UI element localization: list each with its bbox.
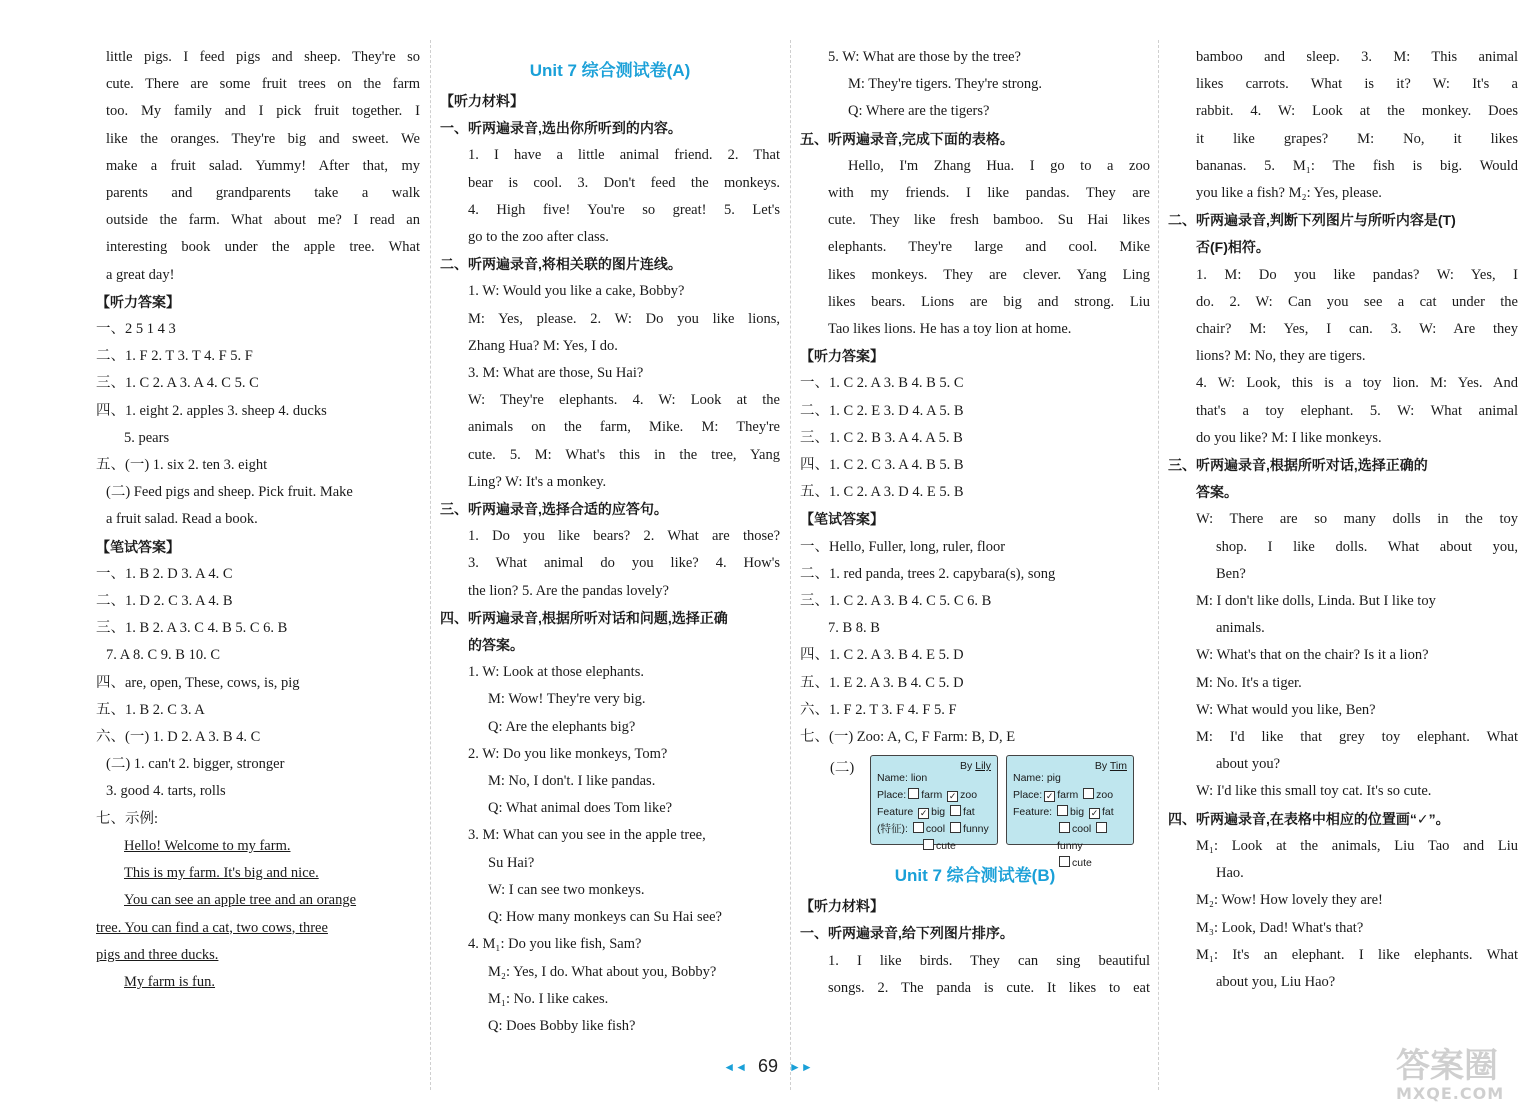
text-line: do. 2. W: Can you see a cat under the	[1196, 293, 1518, 310]
answer-line: 三、1. C 2. B 3. A 4. A 5. B	[800, 429, 963, 446]
checkbox	[950, 822, 961, 833]
option-cool: cool	[1072, 823, 1092, 836]
text-line: songs. 2. The panda is cute. It likes to eat	[828, 979, 1150, 996]
text-line: cute. They like fresh bamboo. Su Hai likes	[828, 212, 1150, 229]
question-heading: 二、听两遍录音,判断下列图片与所听内容是(T)	[1168, 212, 1456, 229]
text-line: Q: How many monkeys can Su Hai see?	[488, 909, 722, 926]
checkbox	[918, 808, 929, 819]
answer-line: 一、Hello, Fuller, long, ruler, floor	[800, 538, 1006, 555]
place-label: Place:	[877, 789, 907, 802]
text-line: elephants. They're large and cool. Mike	[828, 239, 1150, 256]
checkbox	[1059, 822, 1070, 833]
question-heading: 四、听两遍录音,在表格中相应的位置画“✓”。	[1168, 810, 1450, 827]
answer-card-tim	[1006, 755, 1134, 870]
text-line: 1. W: Would you like a cake, Bobby?	[468, 283, 685, 300]
answer-line: 7. A 8. C 9. B 10. C	[106, 647, 221, 664]
card-name: Name: lion	[877, 772, 928, 785]
text-line: Tao likes lions. He has a toy lion at home.	[828, 321, 1072, 338]
text-line: M: No. It's a tiger.	[1196, 674, 1302, 691]
feature-cn-label: (特征):	[877, 823, 908, 836]
answer-line: 3. good 4. tarts, rolls	[106, 783, 226, 800]
sample-line: My farm is fun.	[124, 973, 216, 990]
option-cute: cute	[936, 840, 956, 853]
page-footer	[0, 1056, 1536, 1077]
option-cool: cool	[925, 823, 946, 836]
question-heading: 的答案。	[468, 637, 524, 654]
question-heading: 五、听两遍录音,完成下面的表格。	[800, 130, 1014, 147]
text-line: animals.	[1216, 620, 1265, 637]
question-heading: 一、听两遍录音,选出你所听到的内容。	[440, 120, 682, 137]
answer-line: 一、1. B 2. D 3. A 4. C	[96, 565, 233, 582]
section-heading: 【听力材料】	[800, 898, 884, 915]
answer-line: 二、1. F 2. T 3. T 4. F 5. F	[96, 348, 253, 365]
text-line: M₁: No. I like cakes.	[488, 990, 609, 1007]
text-line: make a fruit salad. Yummy! After that, my	[106, 157, 420, 174]
column-1	[96, 44, 420, 996]
section-heading: 【笔试答案】	[96, 538, 180, 555]
text-line: W: What would you like, Ben?	[1196, 701, 1376, 718]
check-mark: ✓	[919, 808, 928, 819]
place-label: Place:	[1013, 789, 1043, 802]
checkbox	[1044, 791, 1055, 802]
text-line: Su Hai?	[488, 854, 535, 871]
text-line: 4. W: Look, this is a toy lion. M: Yes. And	[1196, 375, 1518, 392]
text-line: 3. M: What are those, Su Hai?	[468, 365, 644, 382]
text-line: W: There are so many dolls in the toy	[1196, 511, 1518, 528]
answer-line: 三、1. C 2. A 3. B 4. C 5. C 6. B	[800, 593, 992, 610]
section-heading: 【听力答案】	[96, 293, 180, 310]
question-heading: 三、听两遍录音,选择合适的应答句。	[440, 501, 668, 518]
question-heading: 一、听两遍录音,给下列图片排序。	[800, 925, 1014, 942]
answer-line: 一、2 5 1 4 3	[96, 321, 176, 338]
text-line: 1. I like birds. They can sing beautiful	[828, 952, 1150, 969]
text-line: 3. M: What can you see in the apple tree,	[468, 827, 706, 844]
prev-page-icon: ◄◄	[723, 1060, 747, 1075]
text-line: Zhang Hua? M: Yes, I do.	[468, 337, 618, 354]
text-line: Q: Are the elephants big?	[488, 718, 636, 735]
by-name: Tim	[1109, 760, 1127, 773]
text-line: do you like? M: I like monkeys.	[1196, 429, 1382, 446]
text-line: 5. W: What are those by the tree?	[828, 49, 1021, 65]
answer-line: 五、1. B 2. C 3. A	[96, 701, 205, 718]
answer-line: 5. pears	[124, 429, 170, 446]
option-farm: farm	[921, 789, 943, 802]
option-fat: fat	[963, 806, 975, 819]
option-funny: funny	[1057, 840, 1083, 853]
text-line: parents and grandparents take a walk	[106, 185, 420, 202]
text-line: W: What's that on the chair? Is it a lion?	[1196, 647, 1429, 664]
text-line: M: I don't like dolls, Linda. But I like toy	[1196, 593, 1436, 610]
sample-line: Hello! Welcome to my farm.	[124, 837, 291, 854]
feature-label: Feature:	[1013, 806, 1053, 819]
checkbox	[1089, 808, 1100, 819]
check-mark: ✓	[1090, 808, 1099, 819]
text-line: lions? M: No, they are tigers.	[1196, 348, 1366, 365]
question-heading: 答案。	[1196, 484, 1238, 501]
text-line: like the oranges. They're big and sweet. We	[106, 130, 420, 147]
answer-line: 六、(一) 1. D 2. A 3. B 4. C	[96, 729, 261, 746]
answer-line: 四、1. C 2. A 3. B 4. E 5. D	[800, 647, 964, 664]
option-farm: farm	[1057, 789, 1079, 802]
answer-line: 二、1. red panda, trees 2. capybara(s), song	[800, 565, 1056, 582]
text-line: W: I can see two monkeys.	[488, 881, 645, 898]
text-line: interesting book under the apple tree. What	[106, 239, 420, 256]
text-line: M: Yes, please. 2. W: Do you like lions,	[468, 310, 780, 327]
question-heading: 三、听两遍录音,根据所听对话,选择正确的	[1168, 457, 1428, 474]
sample-line: You can see an apple tree and an orange	[124, 892, 357, 909]
text-line: M: No, I don't. I like pandas.	[488, 773, 656, 790]
sample-line: tree. You can find a cat, two cows, three	[96, 919, 328, 936]
checkbox	[1083, 788, 1094, 799]
next-page-icon: ►►	[789, 1060, 813, 1075]
text-line: cute. 5. M: What's this in the tree, Yang	[468, 446, 780, 463]
text-line: Q: What animal does Tom like?	[488, 800, 673, 817]
text-line: bamboo and sleep. 3. M: This animal	[1196, 49, 1518, 65]
text-line: Hello, I'm Zhang Hua. I go to a zoo	[848, 157, 1150, 174]
text-line: 4. M₁: Do you like fish, Sam?	[468, 936, 642, 953]
text-line: a great day!	[106, 266, 175, 283]
option-funny: funny	[963, 823, 989, 836]
text-line: you like a fish? M₂: Yes, please.	[1196, 185, 1382, 202]
text-line: about you?	[1216, 756, 1281, 773]
text-line: likes carrots. What is it? W: It's a	[1196, 76, 1518, 93]
text-line: W: They're elephants. 4. W: Look at the	[468, 392, 780, 409]
answer-card-lily	[870, 755, 998, 853]
card-name: Name: pig	[1013, 772, 1061, 785]
checkbox	[1096, 822, 1107, 833]
answer-line: (二) Feed pigs and sheep. Pick fruit. Make	[106, 484, 353, 501]
text-line: animals on the farm, Mike. M: They're	[468, 419, 780, 436]
text-line: 1. I have a little animal friend. 2. That	[468, 147, 780, 164]
text-line: M: They're tigers. They're strong.	[848, 76, 1042, 93]
feature-label: Feature	[877, 806, 914, 819]
text-line: Ling? W: It's a monkey.	[468, 473, 607, 490]
text-line: bear is cool. 3. Don't feed the monkeys.	[468, 174, 780, 191]
option-fat: fat	[1101, 806, 1114, 819]
text-line: 3. What animal do you like? 4. How's	[468, 555, 780, 572]
watermark-logo	[1396, 1048, 1526, 1106]
text-line: too. My family and I pick fruit together. I	[106, 103, 420, 120]
text-line: M₂: Wow! How lovely they are!	[1196, 892, 1383, 909]
answer-line: 四、are, open, These, cows, is, pig	[96, 674, 300, 691]
answer-line: 六、1. F 2. T 3. F 4. F 5. F	[800, 701, 957, 718]
answer-cards	[870, 755, 1150, 870]
text-line: bananas. 5. M₁: The fish is big. Would	[1196, 157, 1518, 174]
text-line: M₂: Yes, I do. What about you, Bobby?	[488, 963, 717, 980]
text-line: M: Wow! They're very big.	[488, 691, 646, 708]
checkbox	[947, 791, 958, 802]
answer-line: 五、1. E 2. A 3. B 4. C 5. D	[800, 674, 964, 691]
watermark-text: 答案圈	[1396, 1046, 1498, 1086]
answer-line: 四、1. eight 2. apples 3. sheep 4. ducks	[96, 402, 327, 419]
question-heading: 二、听两遍录音,将相关联的图片连线。	[440, 256, 682, 273]
check-mark: ✓	[1045, 791, 1054, 802]
question-heading: 四、听两遍录音,根据所听对话和问题,选择正确	[440, 609, 728, 626]
option-cute: cute	[1072, 857, 1092, 870]
text-line: Q: Where are the tigers?	[848, 103, 990, 120]
text-line: 4. High five! You're so great! 5. Let's	[468, 201, 780, 218]
text-line: 1. W: Look at those elephants.	[468, 664, 644, 681]
option-zoo: zoo	[960, 789, 978, 802]
checkbox	[1057, 805, 1068, 816]
text-line: the lion? 5. Are the pandas lovely?	[468, 582, 669, 599]
section-heading: 【听力材料】	[440, 93, 524, 109]
answer-line: 三、1. B 2. A 3. C 4. B 5. C 6. B	[96, 620, 288, 637]
text-line: M: I'd like that grey toy elephant. What	[1196, 729, 1518, 746]
text-line: with my friends. I like pandas. They are	[828, 185, 1150, 202]
text-line: about you, Liu Hao?	[1216, 973, 1336, 990]
answer-line: 三、1. C 2. A 3. A 4. C 5. C	[96, 375, 259, 392]
text-line: likes monkeys. They are clever. Yang Ling	[828, 266, 1150, 283]
sample-line: This is my farm. It's big and nice.	[124, 865, 319, 882]
checkbox	[908, 788, 919, 799]
text-line: little pigs. I feed pigs and sheep. They're so	[106, 49, 420, 65]
text-line: likes bears. Lions are big and strong. Liu	[828, 293, 1150, 310]
text-line: that's a toy elephant. 5. W: What animal	[1196, 402, 1518, 419]
text-line: cute. There are some fruit trees on the farm	[106, 76, 420, 93]
checkbox	[950, 805, 961, 816]
column-divider	[1158, 40, 1159, 1090]
text-line: M₃: Look, Dad! What's that?	[1196, 919, 1364, 936]
section-heading: 【听力答案】	[800, 348, 884, 365]
text-line: 2. W: Do you like monkeys, Tom?	[468, 745, 668, 762]
answer-line: 二、1. C 2. E 3. D 4. A 5. B	[800, 402, 964, 419]
text-line: 1. Do you like bears? 2. What are those?	[468, 528, 780, 545]
text-line: Q: Does Bobby like fish?	[488, 1017, 636, 1034]
section-heading: 【笔试答案】	[800, 511, 884, 528]
checkbox	[1059, 856, 1070, 867]
answer-line: 五、(一) 1. six 2. ten 3. eight	[96, 457, 268, 474]
option-big: big	[1070, 806, 1085, 819]
by-label: By	[960, 760, 973, 773]
text-line: W: I'd like this small toy cat. It's so cute.	[1196, 783, 1432, 800]
text-line: M₁: It's an elephant. I like elephants. What	[1196, 946, 1518, 963]
answer-line: 7. B 8. B	[828, 620, 880, 637]
column-4	[1168, 44, 1518, 996]
text-line: chair? M: Yes, I can. 3. W: Are they	[1196, 321, 1518, 338]
answer-line: 七、(一) Zoo: A, C, F Farm: B, D, E	[800, 729, 1016, 746]
answer-line: 七、示例:	[96, 810, 159, 827]
sub-label: (二)	[830, 760, 855, 777]
column-3	[800, 44, 1150, 1002]
watermark-url: MXQE.COM	[1396, 1084, 1505, 1103]
text-line: outside the farm. What about me? I read an	[106, 212, 420, 229]
text-line: go to the zoo after class.	[468, 229, 609, 246]
by-name: Lily	[975, 760, 991, 773]
answer-line: 一、1. C 2. A 3. B 4. B 5. C	[800, 375, 964, 392]
answer-line: 四、1. C 2. C 3. A 4. B 5. B	[800, 457, 964, 474]
answer-line: (二) 1. can't 2. bigger, stronger	[106, 756, 285, 773]
page-number: 69	[757, 1056, 779, 1076]
text-line: shop. I like dolls. What about you,	[1216, 538, 1518, 555]
text-line: M₁: Look at the animals, Liu Tao and Liu	[1196, 837, 1518, 854]
answer-line: 二、1. D 2. C 3. A 4. B	[96, 593, 233, 610]
text-line: Ben?	[1216, 565, 1246, 582]
checkbox	[923, 839, 934, 850]
column-divider	[790, 40, 791, 1090]
checkbox	[913, 822, 924, 833]
answer-line: 五、1. C 2. A 3. D 4. E 5. B	[800, 484, 964, 501]
option-big: big	[931, 806, 946, 819]
question-heading: 否(F)相符。	[1196, 239, 1270, 256]
sample-line: pigs and three ducks.	[96, 946, 219, 963]
option-zoo: zoo	[1096, 789, 1114, 802]
check-mark: ✓	[948, 791, 957, 802]
unit-title: Unit 7 综合测试卷(A)	[529, 61, 691, 80]
text-line: Hao.	[1216, 865, 1244, 882]
by-label: By	[1094, 760, 1108, 773]
unit-title-b: Unit 7 综合测试卷(B)	[894, 866, 1056, 886]
answer-line: a fruit salad. Read a book.	[106, 511, 258, 528]
column-2	[440, 44, 780, 1040]
text-line: it like grapes? M: No, it likes	[1196, 130, 1518, 147]
text-line: rabbit. 4. W: Look at the monkey. Does	[1196, 103, 1518, 120]
text-line: 1. M: Do you like pandas? W: Yes, I	[1196, 266, 1518, 283]
column-divider	[430, 40, 431, 1090]
